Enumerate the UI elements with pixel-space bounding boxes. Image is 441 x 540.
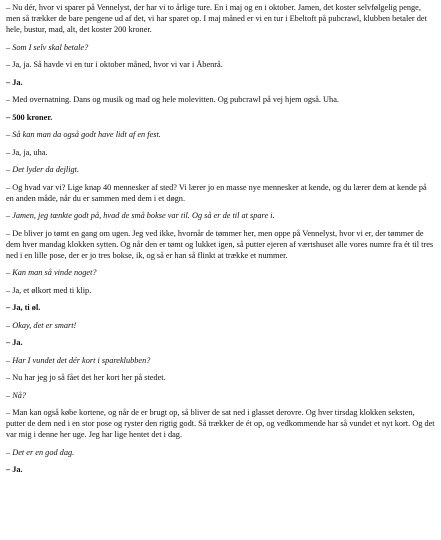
interviewer-line: – Har I vundet det dér kort i spareklubben? bbox=[6, 355, 151, 365]
interviewer-line: – Okay, det er smart! bbox=[6, 320, 77, 330]
interviewer-line: – Kan man så vinde noget? bbox=[6, 268, 97, 277]
interviewer-line: – Nå? bbox=[6, 390, 27, 400]
respondent-line: – Ja, ja. Så havde vi en tur i oktober måned, hvor vi var i Åbenrå. bbox=[6, 60, 223, 69]
interviewer-line: – Det er en god dag. bbox=[6, 447, 75, 457]
respondent-line: – Nu har jeg jo så fået det her kort her på stedet. bbox=[6, 373, 166, 382]
interviewer-line: – Så kan man da også godt have lidt af en fest. bbox=[6, 130, 161, 139]
respondent-line: – Ja. bbox=[6, 465, 23, 474]
interviewer-line: – Det lyder da dejligt. bbox=[6, 165, 80, 174]
interviewer-line: – Jamen, jeg tænkte godt på, hvad de små bokse var til. Og så er de til at spare i. bbox=[6, 211, 275, 220]
respondent-line: – Ja, et ølkort med ti klip. bbox=[6, 285, 92, 295]
respondent-line: – Og hvad var vi? Lige knap 40 mennesker af sted? Vi lærer jo en masse nye mennesker at kende, og du lærer dem at kende på en anden måde, når du er sammen med dem i et døgn. bbox=[6, 182, 427, 203]
interview-transcript bbox=[6, 2, 436, 482]
respondent-line: – Ja, ja, uha. bbox=[6, 147, 48, 157]
respondent-line: – Ja, ti øl. bbox=[6, 303, 41, 312]
interviewer-line: – Som I selv skal betale? bbox=[6, 42, 89, 52]
respondent-line: – Ja. bbox=[6, 338, 23, 347]
respondent-line: – Ja. bbox=[6, 77, 23, 87]
respondent-line: – 500 kroner. bbox=[6, 112, 53, 122]
respondent-line: – De bliver jo tømt en gang om ugen. Jeg ved ikke, hvornår de tømmer her, men oppe på Vennelyst, hvor vi er, der tømmer de dem hver mandag klokken sytten. Og når den er tømt og lukket igen, så putter ejeren af værtshuset alle vores numre fra ét til tres ned i en lille pose, der er jo tres bokse, ik, og så er han så flinkt at trække et nummer. bbox=[6, 228, 434, 260]
respondent-line: – Nu dér, hvor vi sparer på Vennelyst, der har vi to årlige ture. En i maj og en i oktober. Jamen, det koster selvfølgelig penge, men så trækker de bare pengene ud af det, vi har sparet op. I maj måned er vi en tur i Ebeltoft på pubcrawl, klubben betaler det hele, bustur, mad, alt, det koster 200 kroner. bbox=[6, 3, 427, 34]
respondent-line: – Man kan også købe kortene, og når de er brugt op, så bliver de sat ned i glasset derovre. Og hver tirsdag klokken seksten, putter de dem ned i en stor pose og ryster den rigtig godt. Så trækker de ét op, og vedkommende har så vundet et nyt kort. Og det var mig i denne her uge. Jeg har lige hentet det i dag. bbox=[6, 408, 435, 439]
respondent-line: – Med overnatning. Dans og musik og mad og hele molevitten. Og pubcrawl på vej hjem også. Uha. bbox=[6, 95, 339, 104]
